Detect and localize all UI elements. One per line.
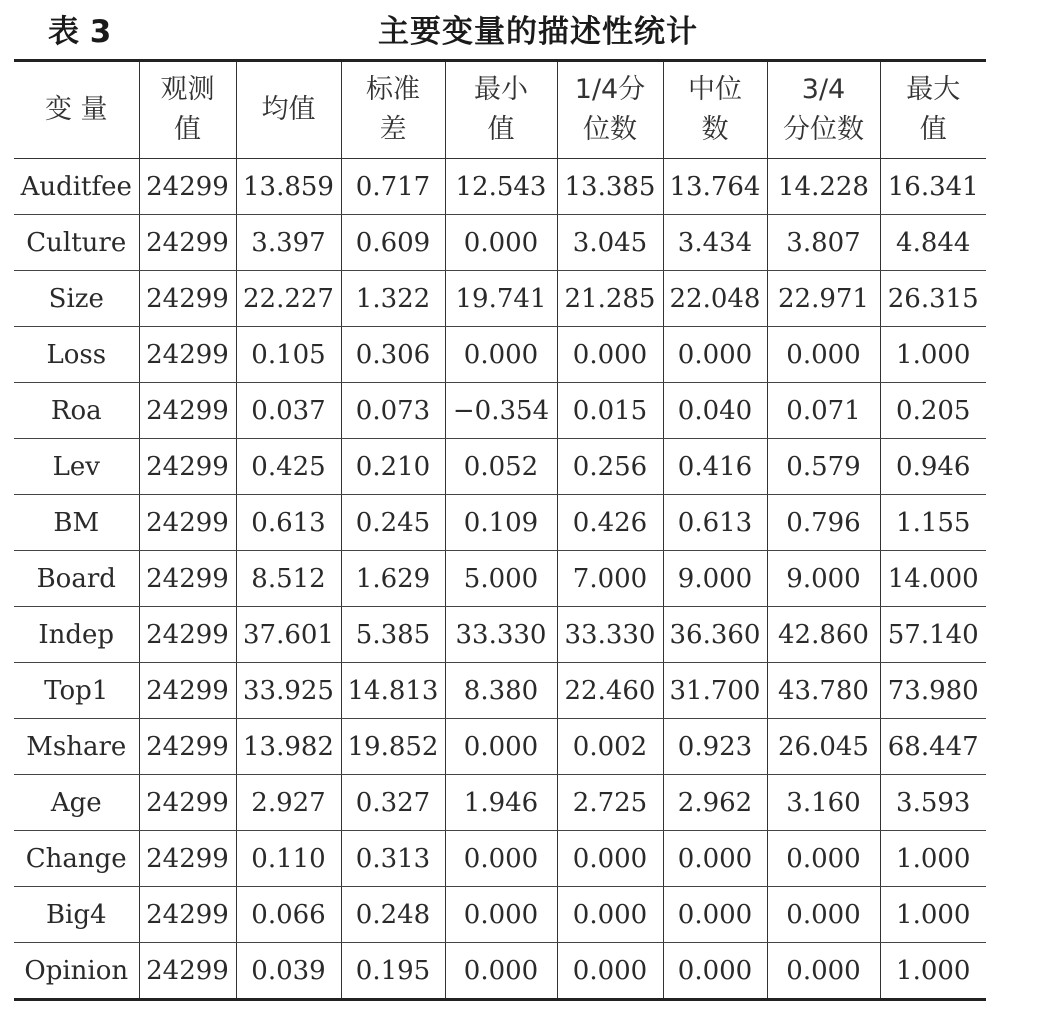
table-cell: 0.613 [236,495,341,551]
column-header [139,61,236,159]
table-cell: 0.110 [236,831,341,887]
column-header-line: 标准 [366,74,420,105]
table-cell: 0.000 [767,943,880,1000]
table-cell: 24299 [139,159,236,215]
table-cell: 33.330 [557,607,663,663]
table-cell: 0.000 [557,887,663,943]
table-row [14,271,986,327]
column-header [445,61,557,159]
table-cell: 4.844 [880,215,986,271]
variable-name-cell: Roa [14,383,139,439]
table-cell: 24299 [139,439,236,495]
table-row [14,439,986,495]
column-header-line: 数 [701,114,729,145]
column-header [557,61,663,159]
variable-name-cell: Opinion [14,943,139,1000]
column-header [880,61,986,159]
table-cell: 13.982 [236,719,341,775]
variable-name-cell: Loss [14,327,139,383]
table-cell: 7.000 [557,551,663,607]
table-cell: 5.000 [445,551,557,607]
table-cell: 0.306 [341,327,445,383]
table-cell: 3.434 [663,215,767,271]
table-cell: 0.109 [445,495,557,551]
table-row [14,831,986,887]
table-cell: 3.160 [767,775,880,831]
column-header-line: 均值 [261,94,316,125]
column-header-line: 值 [174,114,201,145]
table-cell: 0.000 [445,327,557,383]
column-header-line: 观测 [160,74,215,105]
table-cell: 22.048 [663,271,767,327]
table-cell: 0.579 [767,439,880,495]
variable-name-cell: Change [14,831,139,887]
column-header-line: 差 [379,114,407,145]
table-cell: 1.629 [341,551,445,607]
table-cell: 0.613 [663,495,767,551]
table-cell: 19.741 [445,271,557,327]
table-cell: 0.256 [557,439,663,495]
table-row [14,943,986,1000]
table-cell: 33.330 [445,607,557,663]
table-cell: 0.946 [880,439,986,495]
table-cell: 1.946 [445,775,557,831]
table-cell: 0.000 [767,887,880,943]
table-cell: 0.195 [341,943,445,1000]
column-header-line: 最小 [474,74,528,105]
variable-name-cell: Board [14,551,139,607]
table-cell: 8.512 [236,551,341,607]
variable-name-cell: Culture [14,215,139,271]
table-cell: 36.360 [663,607,767,663]
table-cell: 0.000 [767,327,880,383]
table-cell: 24299 [139,663,236,719]
table-cell: 24299 [139,719,236,775]
table-cell: −0.354 [445,383,557,439]
table-cell: 0.609 [341,215,445,271]
variable-name-cell: Top1 [14,663,139,719]
table-row [14,607,986,663]
table-cell: 2.725 [557,775,663,831]
table-cell: 42.860 [767,607,880,663]
table-cell: 8.380 [445,663,557,719]
table-cell: 0.313 [341,831,445,887]
table-row [14,159,986,215]
table-row [14,663,986,719]
variable-name-cell: Age [14,775,139,831]
table-cell: 0.015 [557,383,663,439]
table-cell: 0.071 [767,383,880,439]
table-cell: 0.000 [663,327,767,383]
table-cell: 0.000 [767,831,880,887]
table-cell: 24299 [139,271,236,327]
table-cell: 24299 [139,327,236,383]
table-row [14,551,986,607]
table-cell: 57.140 [880,607,986,663]
column-header-line: 最大 [906,74,961,105]
table-cell: 24299 [139,551,236,607]
table-cell: 26.315 [880,271,986,327]
column-header-line: 中位 [688,74,742,105]
column-header [236,61,341,159]
table-cell: 14.000 [880,551,986,607]
column-header-line: 变 量 [44,94,108,125]
table-cell: 3.397 [236,215,341,271]
table-cell: 1.322 [341,271,445,327]
column-header-line: 位数 [583,114,637,145]
table-cell: 26.045 [767,719,880,775]
table-cell: 0.245 [341,495,445,551]
table-cell: 2.962 [663,775,767,831]
column-header-line: 值 [919,114,947,145]
table-cell: 24299 [139,887,236,943]
table-cell: 0.327 [341,775,445,831]
table-cell: 0.000 [445,215,557,271]
table-cell: 0.923 [663,719,767,775]
table-cell: 43.780 [767,663,880,719]
table-cell: 0.000 [445,831,557,887]
table-cell: 24299 [139,495,236,551]
table-row [14,215,986,271]
column-header [663,61,767,159]
table-cell: 14.813 [341,663,445,719]
table-row [14,327,986,383]
table-cell: 0.052 [445,439,557,495]
table-cell: 0.037 [236,383,341,439]
table-cell: 24299 [139,775,236,831]
table-cell: 5.385 [341,607,445,663]
table-cell: 13.385 [557,159,663,215]
table-cell: 24299 [139,831,236,887]
table-cell: 0.205 [880,383,986,439]
table-body [14,159,986,1000]
table-row [14,719,986,775]
table-cell: 0.066 [236,887,341,943]
table-cell: 3.593 [880,775,986,831]
table-cell: 1.000 [880,327,986,383]
table-cell: 0.000 [557,327,663,383]
table-cell: 13.859 [236,159,341,215]
table-cell: 73.980 [880,663,986,719]
table-row [14,887,986,943]
table-cell: 0.073 [341,383,445,439]
table-cell: 0.248 [341,887,445,943]
table-cell: 0.425 [236,439,341,495]
table-cell: 31.700 [663,663,767,719]
column-header [767,61,880,159]
variable-name-cell: BM [14,495,139,551]
table-cell: 0.000 [445,943,557,1000]
table-cell: 0.000 [663,943,767,1000]
table-row [14,775,986,831]
table-cell: 0.002 [557,719,663,775]
table-title: 主要变量的描述性统计 [378,14,698,50]
table-cell: 0.796 [767,495,880,551]
table-cell: 3.045 [557,215,663,271]
table-cell: 1.000 [880,831,986,887]
table-cell: 33.925 [236,663,341,719]
table-cell: 9.000 [663,551,767,607]
table-cell: 0.040 [663,383,767,439]
table-number: 表 3 [48,14,112,50]
table-cell: 0.210 [341,439,445,495]
table-cell: 21.285 [557,271,663,327]
header-row [14,61,986,159]
table-cell: 1.155 [880,495,986,551]
table-cell: 0.000 [557,831,663,887]
table-cell: 0.000 [445,719,557,775]
table-caption [0,0,1041,56]
table-cell: 19.852 [341,719,445,775]
column-header [14,61,139,159]
table-cell: 13.764 [663,159,767,215]
table-cell: 0.717 [341,159,445,215]
table-cell: 37.601 [236,607,341,663]
table-cell: 12.543 [445,159,557,215]
table-cell: 0.000 [445,887,557,943]
table-cell: 24299 [139,383,236,439]
table-cell: 16.341 [880,159,986,215]
table-cell: 24299 [139,215,236,271]
descriptive-statistics-table [14,59,986,1001]
table-row [14,495,986,551]
table-cell: 24299 [139,943,236,1000]
table-cell: 24299 [139,607,236,663]
column-header-line: 分位数 [783,114,864,145]
table-cell: 14.228 [767,159,880,215]
table-cell: 22.460 [557,663,663,719]
table-row [14,383,986,439]
table-cell: 1.000 [880,887,986,943]
table-cell: 9.000 [767,551,880,607]
variable-name-cell: Auditfee [14,159,139,215]
table-cell: 1.000 [880,943,986,1000]
variable-name-cell: Big4 [14,887,139,943]
table-cell: 0.000 [663,831,767,887]
table-cell: 3.807 [767,215,880,271]
table-cell: 0.105 [236,327,341,383]
table-cell: 0.039 [236,943,341,1000]
column-header [341,61,445,159]
table-cell: 68.447 [880,719,986,775]
variable-name-cell: Lev [14,439,139,495]
table-cell: 2.927 [236,775,341,831]
variable-name-cell: Mshare [14,719,139,775]
table-cell: 0.426 [557,495,663,551]
column-header-line: 1/4分 [574,74,646,105]
column-header-line: 值 [487,114,515,145]
table-cell: 22.227 [236,271,341,327]
table-cell: 0.416 [663,439,767,495]
variable-name-cell: Indep [14,607,139,663]
table-cell: 0.000 [663,887,767,943]
table-cell: 22.971 [767,271,880,327]
variable-name-cell: Size [14,271,139,327]
table-cell: 0.000 [557,943,663,1000]
column-header-line: 3/4 [801,74,846,105]
